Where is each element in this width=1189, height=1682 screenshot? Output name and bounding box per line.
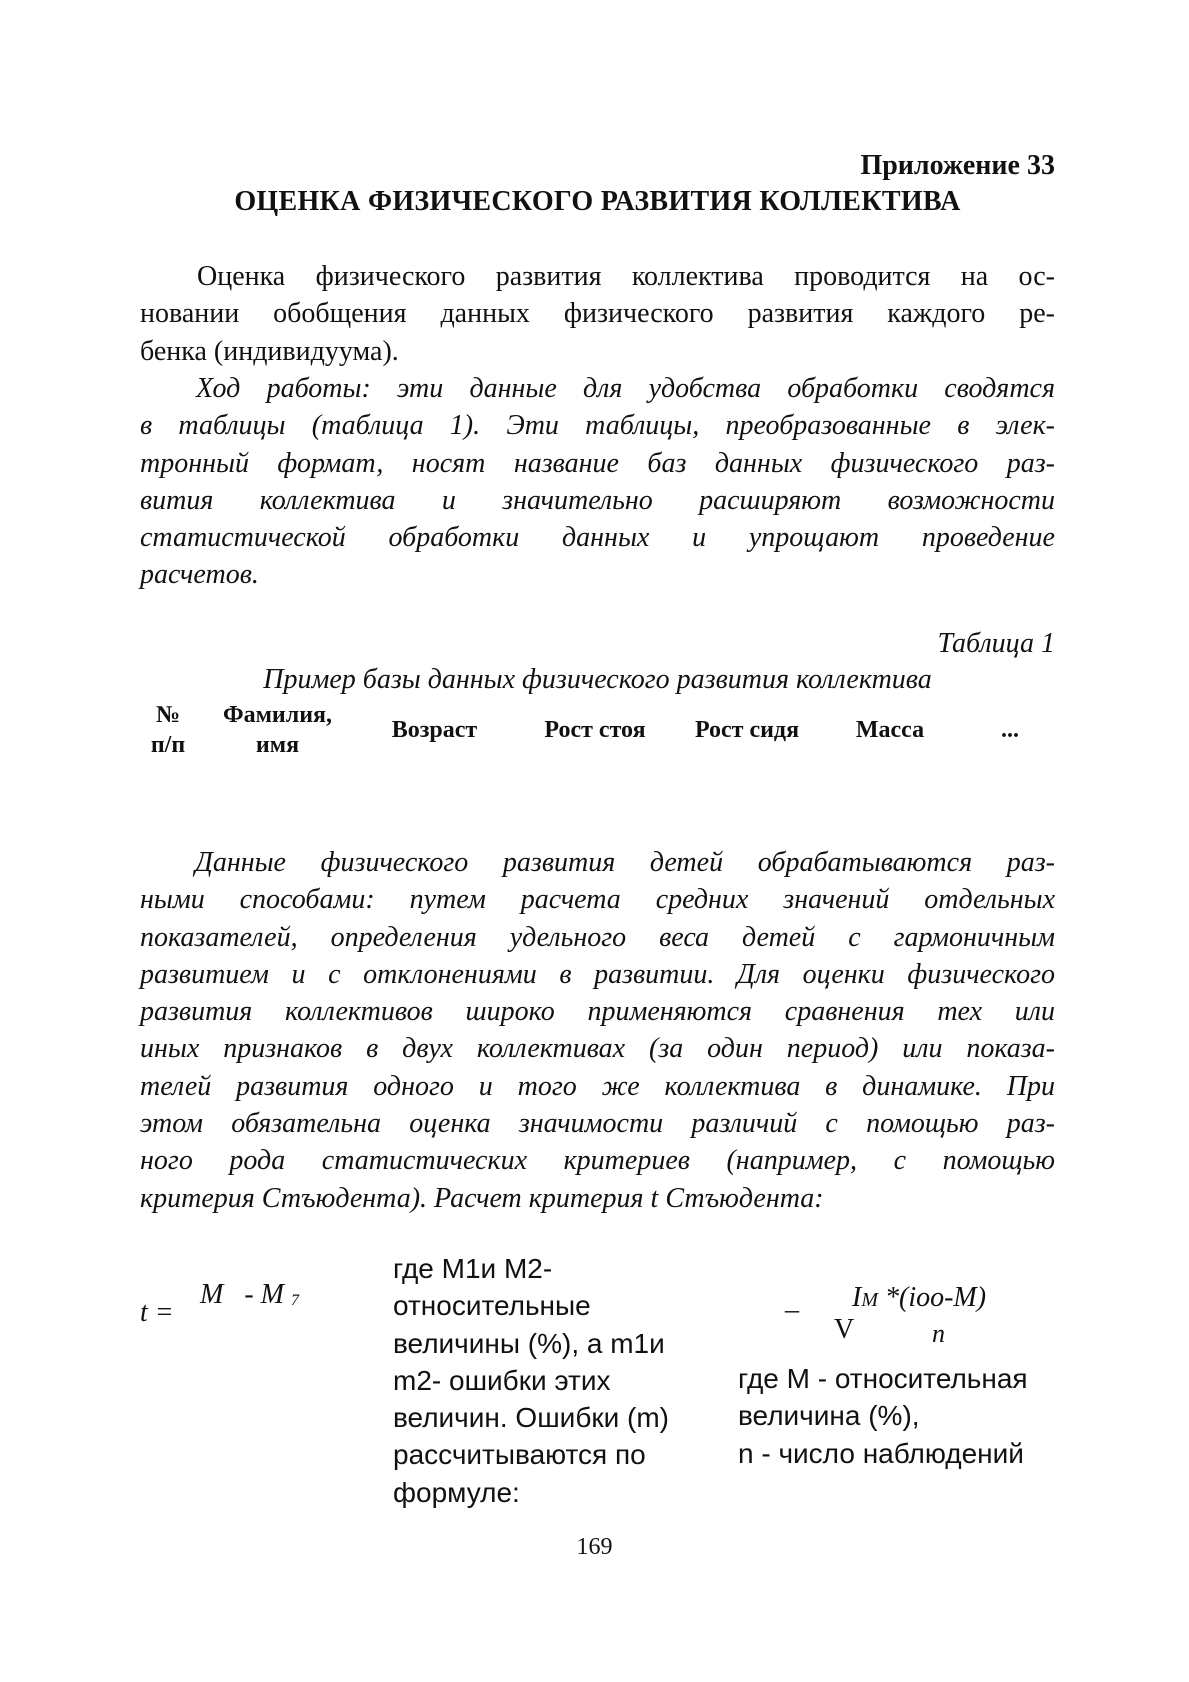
column-header-line: Фамилия, [222, 702, 333, 728]
text-line: развития коллективов широко применяются сравнения тех или [140, 996, 1055, 1028]
text-line: где M - относительная [738, 1363, 1028, 1394]
formula-term: *(ioo-M) [878, 1282, 987, 1313]
column-header-more: ... [1001, 717, 1019, 743]
text-line: статистической обработки данных и упрощают проведение [140, 522, 1055, 554]
formula-term: M [200, 1279, 224, 1310]
table-caption: Пример базы данных физического развития коллектива [263, 664, 932, 695]
text-line: Данные физического развития детей обрабатываются раз- [195, 847, 1055, 878]
text-line: расчетов. [140, 559, 259, 591]
formula-term: - M [244, 1279, 284, 1310]
formula-t-lhs: t = [140, 1297, 174, 1328]
column-header-height-sitting: Рост сидя [694, 717, 800, 743]
text-line: Оценка физического развития коллектива проводится на ос- [197, 261, 1055, 292]
text-line: Ход работы: эти данные для удобства обработки сводятся [196, 373, 1055, 404]
formula-t-numerator [200, 1277, 299, 1319]
text-line: этом обязательна оценка значимости различий с помощью раз- [140, 1108, 1055, 1140]
formula-term: I [852, 1282, 862, 1313]
text-line: тронный формат, носят название баз данных физического раз- [140, 447, 1055, 479]
text-line: телей развития одного и того же коллектива в динамике. При [140, 1070, 1055, 1102]
text-line: формуле: [393, 1476, 520, 1508]
text-line: иных признаков в двух коллективах (за один период) или показа- [140, 1033, 1055, 1065]
text-line: в таблицы (таблица 1). Эти таблицы, преобразованные в элек- [140, 410, 1055, 442]
text-line: ными способами: путем расчета средних значений отдельных [140, 884, 1055, 916]
text-line: вития коллектива и значительно расширяют возможности [140, 484, 1055, 516]
column-header-line: № [155, 702, 181, 728]
text-line: величин. Ошибки (m) [393, 1402, 669, 1434]
formula-m-description [738, 1360, 1068, 1472]
column-header-line: имя [255, 732, 300, 758]
column-header-name [205, 700, 350, 760]
column-header-line: п/п [150, 732, 186, 758]
text-line: величины (%), а m1и [393, 1327, 665, 1359]
text-line: критерия Стъюдента). Расчет критерия t Стъюдента: [140, 1182, 824, 1214]
text-line: n - число наблюдений [738, 1437, 1024, 1469]
text-line: относительные [393, 1290, 591, 1322]
text-line: ного рода статистических критериев (например, с помощью [140, 1145, 1055, 1177]
formula-t-description [393, 1250, 713, 1511]
text-line: величина (%), [738, 1400, 920, 1432]
text-line: m2- ошибки этих [393, 1364, 611, 1396]
text-line: бенка (индивидуума). [140, 335, 399, 367]
appendix-label: Приложение 33 [860, 150, 1055, 181]
formula-m-numerator [852, 1280, 986, 1318]
column-header-number [143, 700, 193, 760]
formula-m-dash: _ [785, 1285, 799, 1316]
page-title: ОЦЕНКА ФИЗИЧЕСКОГО РАЗВИТИЯ КОЛЛЕКТИВА [234, 186, 961, 217]
page-number: 169 [576, 1534, 613, 1560]
formula-m-root: V [834, 1314, 855, 1345]
paragraph-methods [140, 844, 1055, 1217]
paragraph-procedure [140, 370, 1055, 594]
text-line: рассчитываются по [393, 1439, 646, 1471]
column-header-mass: Масса [855, 717, 925, 743]
text-line: развитием и с отклонениями в развитии. Для оценки физического [140, 958, 1055, 990]
column-header-age: Возраст [391, 717, 478, 743]
text-line: показателей, определения удельного веса детей с гармоничным [140, 921, 1055, 953]
paragraph-intro [140, 258, 1055, 370]
column-header-height-standing: Рост стоя [544, 717, 646, 743]
text-line: новании обобщения данных физического развития каждого ре- [140, 298, 1055, 330]
formula-term: M [861, 1289, 878, 1311]
table-number: Таблица 1 [937, 628, 1055, 659]
formula-m-denominator: n [932, 1319, 945, 1348]
text-line: где M1и M2- [393, 1253, 553, 1284]
formula-subscript: 7 [290, 1292, 299, 1309]
